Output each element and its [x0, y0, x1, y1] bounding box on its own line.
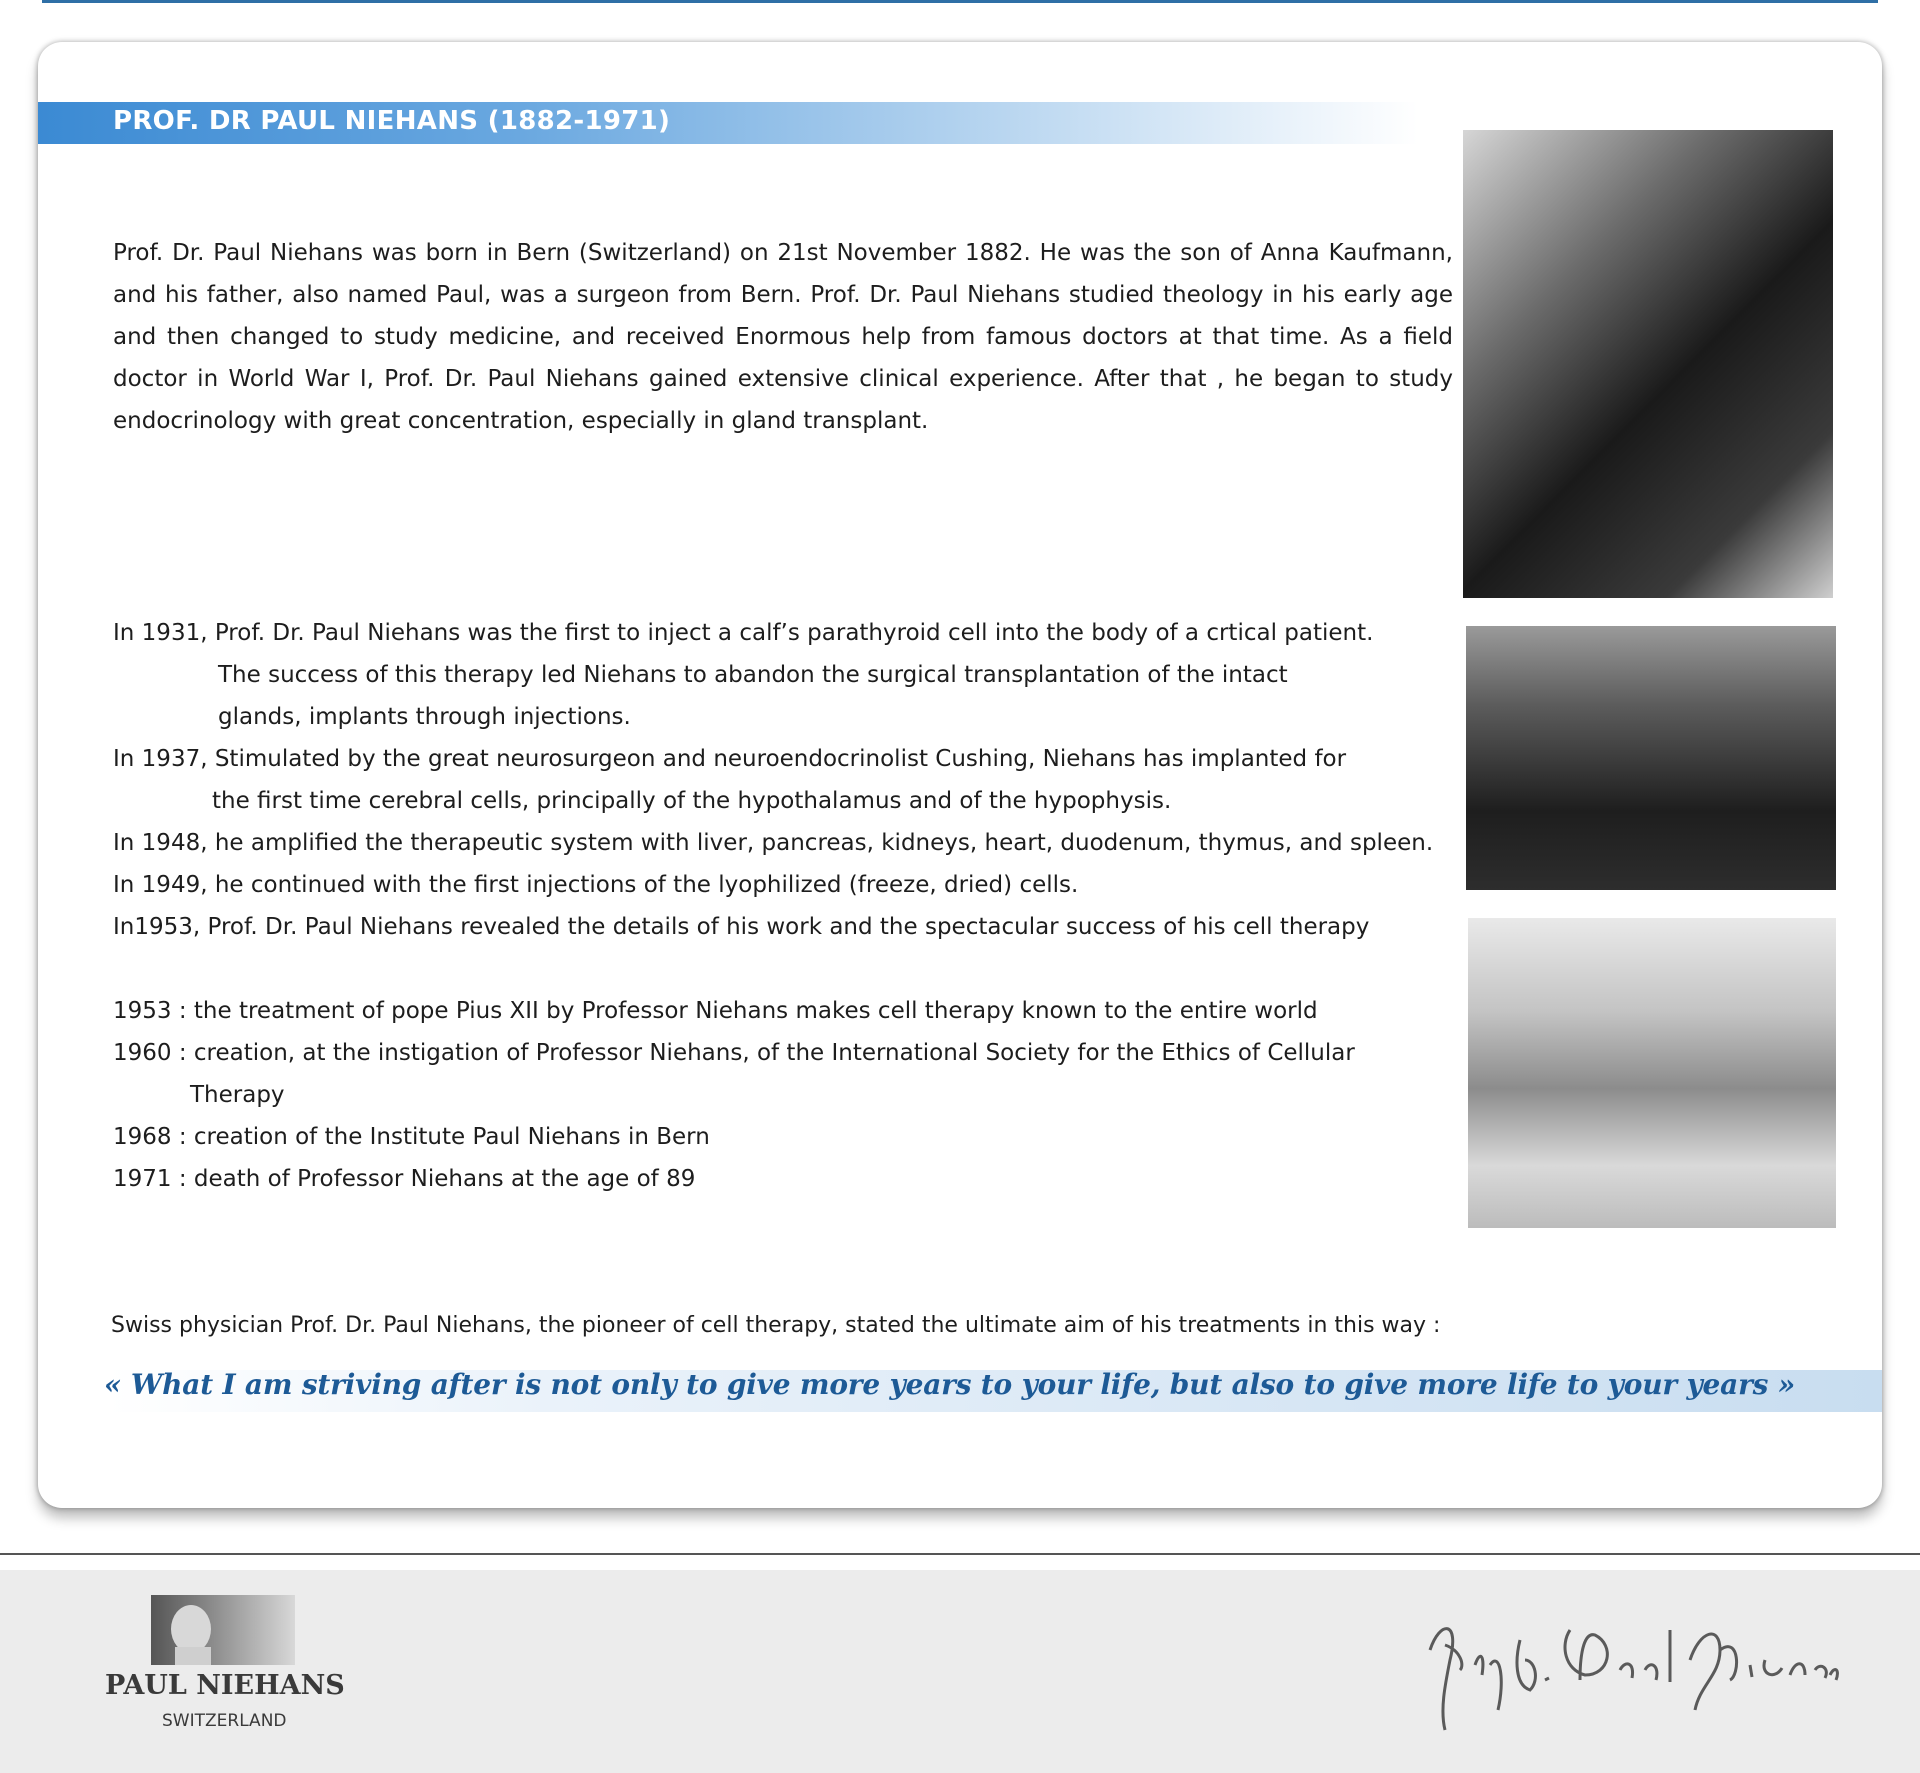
top-rule	[42, 0, 1878, 3]
milestone-line: 1960 : creation, at the instigation of Professor Niehans, of the International Society for the Ethics of Cellular	[113, 1040, 1355, 1066]
quote: « What I am striving after is not only to give more years to your life, but also to give more life to your years »	[104, 1368, 1796, 1401]
quote-intro: Swiss physician Prof. Dr. Paul Niehans, the pioneer of cell therapy, stated the ultimate aim of his treatments in this way :	[111, 1313, 1441, 1338]
content-card	[38, 42, 1882, 1508]
timeline	[113, 612, 1513, 1200]
milestone-1971: 1971 : death of Professor Niehans at the age of 89	[113, 1166, 696, 1192]
milestone-continuation: Therapy	[190, 1082, 285, 1108]
timeline-line: In 1931, Prof. Dr. Paul Niehans was the first to inject a calf’s parathyroid cell into the body of a crtical patient.	[113, 620, 1374, 646]
timeline-continuation: The success of this therapy led Niehans to abandon the surgical transplantation of the intact	[218, 662, 1288, 688]
photo-niehans-at-desk	[1463, 130, 1833, 598]
timeline-continuation: glands, implants through injections.	[218, 704, 631, 730]
timeline-continuation: the first time cerebral cells, principally of the hypothalamus and of the hypophysis.	[212, 788, 1172, 814]
footer-rule	[0, 1553, 1920, 1555]
intro-paragraph: Prof. Dr. Paul Niehans was born in Bern (Switzerland) on 21st November 1882. He was the son of Anna Kaufmann, and his father, also named Paul, was a surgeon from Bern. Prof. Dr. Paul Niehans studied theology in his early age and then changed to study medicine, and received Enormous help from famous doctors at that time. As a field doctor in World War I, Prof. Dr. Paul Niehans gained extensive clinical experience. After that , he began to study endocrinology with great concentration, especially in gland transplant.	[113, 240, 1453, 434]
signature	[1420, 1590, 1840, 1740]
timeline-item-1937	[113, 738, 1513, 822]
milestone-1960	[113, 1032, 1513, 1116]
milestone-1968: 1968 : creation of the Institute Paul Niehans in Bern	[113, 1124, 710, 1150]
timeline-line: In 1937, Stimulated by the great neurosurgeon and neuroendocrinolist Cushing, Niehans has implanted for	[113, 746, 1347, 772]
photo-niehans-at-reception	[1466, 626, 1836, 890]
logo-name: PAUL NIEHANS	[105, 1670, 345, 1701]
timeline-item-1931	[113, 612, 1513, 738]
timeline-item-1948: In 1948, he amplified the therapeutic system with liver, pancreas, kidneys, heart, duodenum, thymus, and spleen.	[113, 830, 1434, 856]
timeline-item-1949: In 1949, he continued with the first injections of the lyophilized (freeze, dried) cells.	[113, 872, 1079, 898]
photo-niehans-by-lake	[1468, 918, 1836, 1228]
logo-portrait	[151, 1595, 295, 1665]
logo-portrait-graphic	[151, 1595, 295, 1665]
timeline-item-1953-reveal: In1953, Prof. Dr. Paul Niehans revealed the details of his work and the spectacular success of his cell therapy	[113, 914, 1370, 940]
title-bar	[38, 102, 1418, 144]
milestone-1953: 1953 : the treatment of pope Pius XII by Professor Niehans makes cell therapy known to the entire world	[113, 998, 1318, 1024]
page-title: PROF. DR PAUL NIEHANS (1882-1971)	[113, 106, 671, 136]
logo-subtitle: SWITZERLAND	[162, 1711, 287, 1731]
footer	[0, 1570, 1920, 1773]
